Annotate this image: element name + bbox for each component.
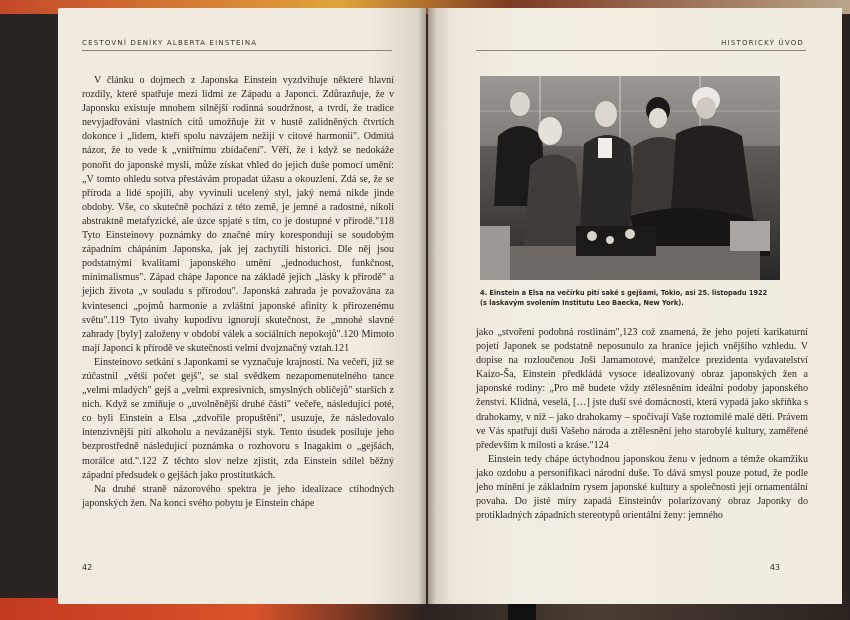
header-rule (476, 50, 806, 51)
header-rule (82, 50, 392, 51)
bookmark-ribbon (508, 604, 536, 620)
paragraph: Einstein tedy chápe úctyhodnou japonskou ženu v jednom a témže okamžiku jako ozdobu a personifikaci národní duše. To dává smysl pouze potud, že podle jeho mínění je základním rysem japonské kultury a společnosti její ornamentální povaha. Do jisté míry zapadá Einsteinův polarizovaný obraz Japonky do protikladných západních stereotypů orientální ženy: jemného (476, 453, 808, 522)
running-head-left: CESTOVNÍ DENÍKY ALBERTA EINSTEINA (82, 39, 258, 47)
paragraph: V článku o dojmech z Japonska Einstein vyzdvihuje některé hlavní rozdíly, které spatřuje mezi lidmi ze Západu a Japonci. Zdůrazňuje, že v Japonsku existuje mnohem silnější rodinná soudržnost, a tvrdí, že tradice nevyjadřování vlastních citů umožňuje žít v hustě zalidněných čtvrtích dokonce i „lidem, kteří spolu navzájem nežijí v citové harmonii". Odmítá názor, že to vede k „vnitřnímu zbídačení". Věří, že i když se nedokáže ponořit do japonské mysli, může získat vhled do jejich duše pomocí umění: „V tomto ohledu sotva přestávám propadat úžasu a okouzlení. Zdá se, že se příroda a lidé spojili, aby vyvinuli ucelený styl, jaký nemá nikde jinde obdoby. Vše, co skutečně pochází z této země, je jemné a radostné, nikoli abstraktně metafyzické, ale úzce spjaté s tím, co je dostupné v přírodě."118 Tyto Einsteinovy poznámky do značné míry korespondují se soudobým západním chápáním Japonska, jak jej zachytili historici. Dle něj jsou podstatnými kvalitami japonského umění „jednoduchost, funkčnost, minimalismus". Západ chápe Japonce na základě jejich „lásky k přírodě" a jejich života „v souladu s přírodou". Japonská zahrada je považována za kvintesenci „pojmů harmonie a zvláštní japonské afinity k přirozenému světu".119 Tyto úvahy kupodivu ignorují skutečnost, že „mnohé slavné zahrady [byly] založeny v období válek a sociálních nepokojů".120 Mimoto mají Japonci k přírodě ve skutečnosti velmi dvojznačný vztah.121 (82, 75, 394, 354)
right-page (428, 8, 842, 604)
photo-caption (480, 288, 810, 308)
paragraph: Na druhé straně názorového spektra je jeho idealizace ctihodných japonských žen. Na konci svého pobytu je Einstein chápe (82, 483, 394, 509)
page-number-right: 43 (769, 563, 780, 572)
paragraph: jako „stvoření podobná rostlinám",123 což znamená, že jeho pojetí karikaturní pojetí Japonek se podstatně neposunulo za hranice jejich vnějšího vzhledu. V dopise na rozloučenou Joši Jamamotové, manželce prezidenta vydavatelství Kaizo-Ša, Einstein předkládá vysoce idealizovaný obraz japonských žen a japonské rodiny: „Pro mě budete vždy ztělesněním ideální podoby japonského ženství. Klidná, veselá, […] jste duší své domácnosti, která vypadá jako skříňka s drahokamy, v níž – jako drahokamy – spočívají Vaše roztomilé malé děti. Právem ve Vás spatřují duši Vašeho národa a ztělesnění jeho starobylé kultury, zaměřené především k milosti a kráse."124 (476, 327, 808, 451)
page-number-left: 42 (82, 563, 93, 572)
running-head-right: HISTORICKÝ ÚVOD (721, 39, 804, 47)
right-page-text (476, 326, 808, 523)
caption-line: (s laskavým svolením Institutu Leo Baecka, New York). (480, 299, 684, 307)
historical-photo-icon (480, 76, 780, 280)
book-spine-gutter (418, 8, 436, 604)
left-page (58, 8, 426, 604)
paragraph: Einsteinovo setkání s Japonkami se vyznačuje krajností. Na večeři, jíž se zúčastnil „větší počet gejš", se stal svědkem nezapomenutelného tance „velmi mladých" gejš a „velmi expresivních, smyslných obličejů" starších z nich. Když se zmiňuje o „uvolněnější druhé části" večeře, následující poté, co byli Einstein a Elsa „zdvořile propuštěni", usuzuje, že následovalo intenzivnější pití alkoholu a nevázanější styk. Tento úsudek posiluje jeho bezprostředně následující poznámka o rozhovoru s Inagakim o „gejšách, morálce atd.".122 Z těchto slov nelze zjistit, zda Einstein sdílel běžný západní předsudek o gejšách jako prostitutkách. (82, 356, 394, 481)
left-page-text (82, 74, 394, 511)
caption-line: 4. Einstein a Elsa na večírku pití saké s gejšami, Tokio, asi 25. listopadu 1922 (480, 289, 768, 297)
